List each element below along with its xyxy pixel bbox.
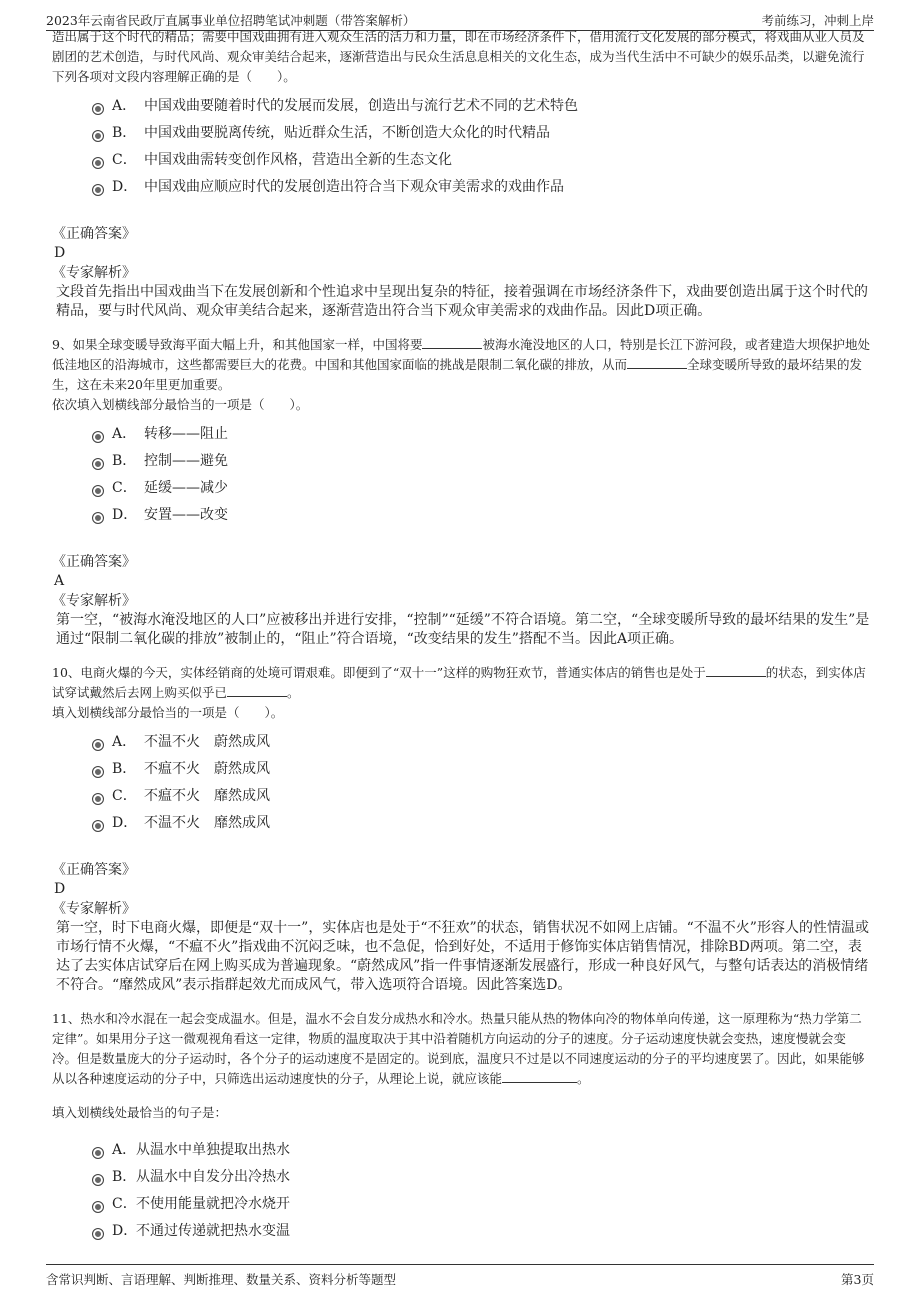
question-prompt: 填入划横线部分最恰当的一项是（ ）。 [52, 705, 284, 720]
expert-analysis: 文段首先指出中国戏曲当下在发展创新和个性追求中呈现出复杂的特征，接着强调在市场经济条件下，戏曲要创造出属于这个时代的精品，要与时代风尚、观众审美结合起来，逐渐营造出符合当下观众审美需求的戏曲作品。因此D项正确。 [56, 284, 868, 319]
question-9 [52, 335, 870, 649]
analysis-label: 《专家解析》 [52, 593, 136, 609]
option-b[interactable]: B． 从温水中自发分出冷热水 [92, 1164, 870, 1191]
radio-icon[interactable] [92, 512, 104, 524]
radio-icon[interactable] [92, 184, 104, 196]
radio-icon[interactable] [92, 485, 104, 497]
footer-topics: 含常识判断、言语理解、判断推理、数量关系、资料分析等题型 [46, 1272, 397, 1287]
radio-icon[interactable] [92, 1228, 104, 1240]
question-10 [52, 663, 870, 995]
page-content [52, 29, 870, 1245]
question-prompt: 下列各项对文段内容理解正确的是（ ）。 [52, 69, 296, 84]
answer-block [52, 552, 870, 649]
option-c[interactable]: C． 延缓——减少 [92, 475, 870, 502]
option-list [92, 93, 870, 201]
radio-icon[interactable] [92, 766, 104, 778]
blank-line [502, 1070, 577, 1083]
correct-answer: D [54, 881, 66, 897]
question-prompt: 填入划横线处最恰当的句子是： [52, 1105, 228, 1120]
radio-icon[interactable] [92, 130, 104, 142]
expert-analysis: 第一空，“被海水淹没地区的人口”应被移出并进行安排，“控制”“延缓”不符合语境。第二空，“全球变暖所导致的最坏结果的发生”是通过“限制二氧化碳的排放”被制止的，“阻止”符合语境，“改变结果的发生”搭配不当。因此A项正确。 [56, 612, 870, 647]
radio-icon[interactable] [92, 793, 104, 805]
page-footer [46, 1264, 874, 1295]
option-a[interactable]: A． 中国戏曲要随着时代的发展而发展，创造出与流行艺术不同的艺术特色 [92, 93, 870, 120]
option-b[interactable]: B． 中国戏曲要脱离传统，贴近群众生活，不断创造大众化的时代精品 [92, 120, 870, 147]
answer-label: 《正确答案》 [52, 554, 136, 570]
option-a[interactable]: A． 转移——阻止 [92, 421, 870, 448]
analysis-label: 《专家解析》 [52, 901, 136, 917]
option-d[interactable]: D． 中国戏曲应顺应时代的发展创造出符合当下观众审美需求的戏曲作品 [92, 174, 870, 201]
option-a[interactable]: A． 从温水中单独提取出热水 [92, 1137, 870, 1164]
blank-line [706, 664, 766, 677]
option-a[interactable]: A． 不温不火 蔚然成风 [92, 729, 870, 756]
blank-line [227, 684, 287, 697]
page-number: 第3页 [841, 1272, 874, 1287]
option-d[interactable]: D． 不通过传递就把热水变温 [92, 1218, 870, 1245]
blank-line [422, 336, 482, 349]
option-b[interactable]: B． 不瘟不火 蔚然成风 [92, 756, 870, 783]
answer-label: 《正确答案》 [52, 226, 136, 242]
radio-icon[interactable] [92, 1147, 104, 1159]
radio-icon[interactable] [92, 458, 104, 470]
radio-icon[interactable] [92, 739, 104, 751]
question-11 [52, 1009, 870, 1245]
answer-block [52, 860, 870, 995]
correct-answer: D [54, 245, 66, 261]
radio-icon[interactable] [92, 1174, 104, 1186]
option-c[interactable]: C． 不瘟不火 靡然成风 [92, 783, 870, 810]
question-stem: 10、电商火爆的今天，实体经销商的处境可谓艰难。即便到了“双十一”这样的购物狂欢节，普通实体店的销售也是处于 的状态，到实体店试穿试戴然后去网上购买似乎已 。 [52, 665, 866, 700]
option-c[interactable]: C． 不使用能量就把冷水烧开 [92, 1191, 870, 1218]
answer-block [52, 224, 870, 321]
option-c[interactable]: C． 中国戏曲需转变创作风格，营造出全新的生态文化 [92, 147, 870, 174]
question-stem: 9、如果全球变暖导致海平面大幅上升，和其他国家一样，中国将要 被海水淹没地区的人口，特别是长江下游河段，或者建造大坝保护地处低洼地区的沿海城市，这些都需要巨大的花费。中国和其他国家面临的挑战是限制二氧化碳的排放，从而 全球变暖所导致的最坏结果的发生，这在未来20年里更加重要。 [52, 337, 870, 392]
option-list [92, 421, 870, 529]
question-prompt: 依次填入划横线部分最恰当的一项是（ ）。 [52, 397, 309, 412]
expert-analysis: 第一空，时下电商火爆，即便是“双十一”，实体店也是处于“不狂欢”的状态，销售状况不如网上店铺。“不温不火”形容人的性情温或市场行情不火爆，“不瘟不火”指戏曲不沉闷乏味，也不急促，恰到好处，不适用于修饰实体店销售情况，排除BD两项。第二空，表达了去实体店试穿后在网上购买成为普遍现象。“蔚然成风”指一件事情逐渐发展盛行，形成一种良好风气，与整句话表达的消极情绪不符合。“靡然成风”表示指群起效尤而成风气，带入选项符合语境。因此答案选D。 [56, 920, 869, 993]
question-stem: 造出属于这个时代的精品；需要中国戏曲拥有进入观众生活的活力和力量，即在市场经济条件下，借用流行文化发展的部分模式，将戏曲从业人员及剧团的艺术创造，与时代风尚、观众审美结合起来，逐渐营造出与民众生活息息相关的文化生态，成为当代生活中不可缺少的娱乐品类，以避免流行 [52, 29, 865, 64]
blank-line [627, 356, 687, 369]
radio-icon[interactable] [92, 1201, 104, 1213]
document-title: 2023年云南省民政厅直属事业单位招聘笔试冲刺题（带答案解析） [46, 13, 416, 28]
analysis-label: 《专家解析》 [52, 265, 136, 281]
question-stem: 11、热水和冷水混在一起会变成温水。但是，温水不会自发分成热水和冷水。热量只能从热的物体向冷的物体单向传递，这一原理称为“热力学第二定律”。如果用分子这一微观视角看这一定律，物质的温度取决于其中沿着随机方向运动的分子的速度。分子运动速度快就会变热，速度慢就会变冷。但是数量庞大的分子运动时，各个分子的运动速度不是固定的。说到底，温度只不过是以不同速度运动的分子的平均速度罢了。因此，如果能够从以各种速度运动的分子中，只筛选出运动速度快的分子，从理论上说，就应该能 。 [52, 1011, 865, 1086]
header-slogan: 考前练习，冲刺上岸 [761, 13, 874, 28]
radio-icon[interactable] [92, 103, 104, 115]
radio-icon[interactable] [92, 820, 104, 832]
answer-label: 《正确答案》 [52, 862, 136, 878]
radio-icon[interactable] [92, 157, 104, 169]
option-d[interactable]: D． 安置——改变 [92, 502, 870, 529]
option-b[interactable]: B． 控制——避免 [92, 448, 870, 475]
question-8 [52, 27, 870, 321]
correct-answer: A [54, 573, 65, 589]
option-list [92, 729, 870, 837]
option-d[interactable]: D． 不温不火 靡然成风 [92, 810, 870, 837]
radio-icon[interactable] [92, 431, 104, 443]
option-list [92, 1137, 870, 1245]
